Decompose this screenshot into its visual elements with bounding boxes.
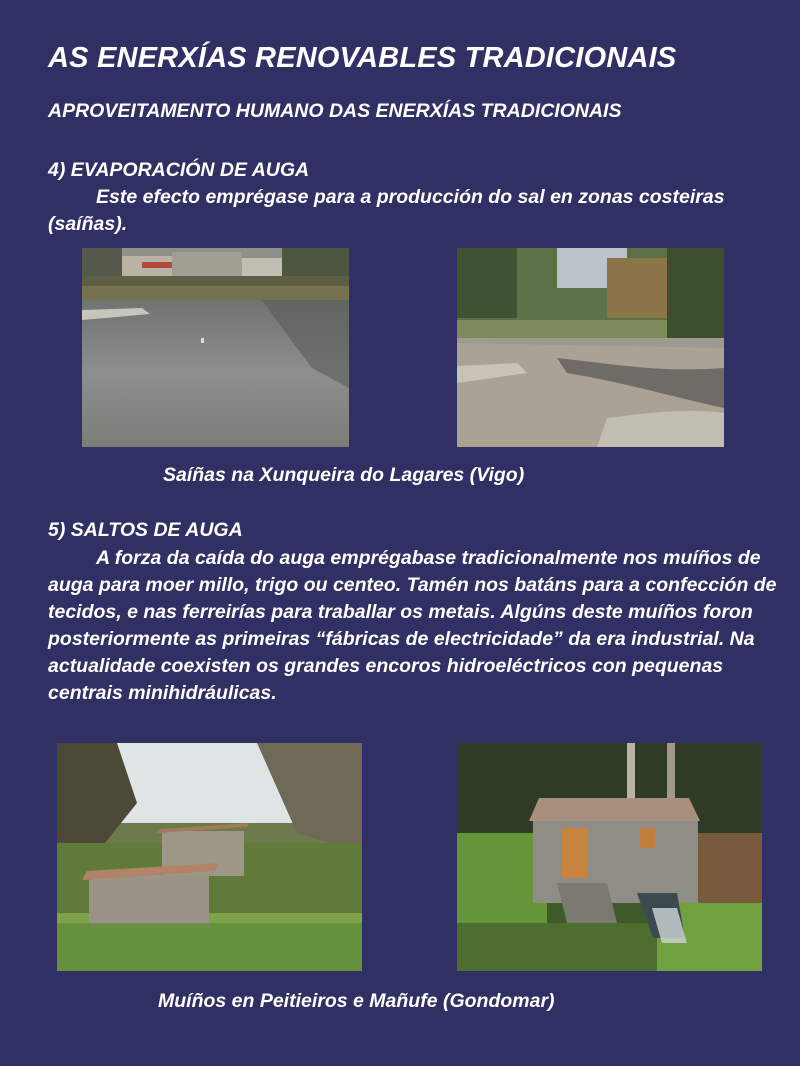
mill-photo-left	[57, 743, 362, 971]
page-subtitle: APROVEITAMENTO HUMANO DAS ENERXÍAS TRADICIONAIS	[48, 100, 622, 122]
section5-text: A forza da caída do auga emprégabase tradicionalmente nos muíños de auga para moer millo, trigo ou centeo. Tamén nos batáns para a confección de tecidos, e nas ferreirías para traballar os metais. Algúns deste muíños foron posteriormente as primeiras “fábricas de electricidade” da era industrial. Na actualidade coexisten os grandes encoros hidroeléctricos con pequenas centrais minihidráulicas.	[48, 547, 777, 704]
mill-photo-right	[457, 743, 762, 971]
section4-caption: Saíñas na Xunqueira do Lagares (Vigo)	[163, 464, 525, 486]
saltmarsh-photo-left	[82, 248, 349, 447]
section4-heading: 4) EVAPORACIÓN DE AUGA	[48, 159, 310, 181]
section5-caption: Muíños en Peitieiros e Mañufe (Gondomar)	[158, 990, 555, 1012]
section5-heading: 5) SALTOS DE AUGA	[48, 519, 243, 541]
section4-text: Este efecto emprégase para a producción do sal en zonas costeiras (saíñas).	[48, 186, 725, 235]
page-title: AS ENERXÍAS RENOVABLES TRADICIONAIS	[48, 42, 677, 74]
saltmarsh-photo-right	[457, 248, 724, 447]
